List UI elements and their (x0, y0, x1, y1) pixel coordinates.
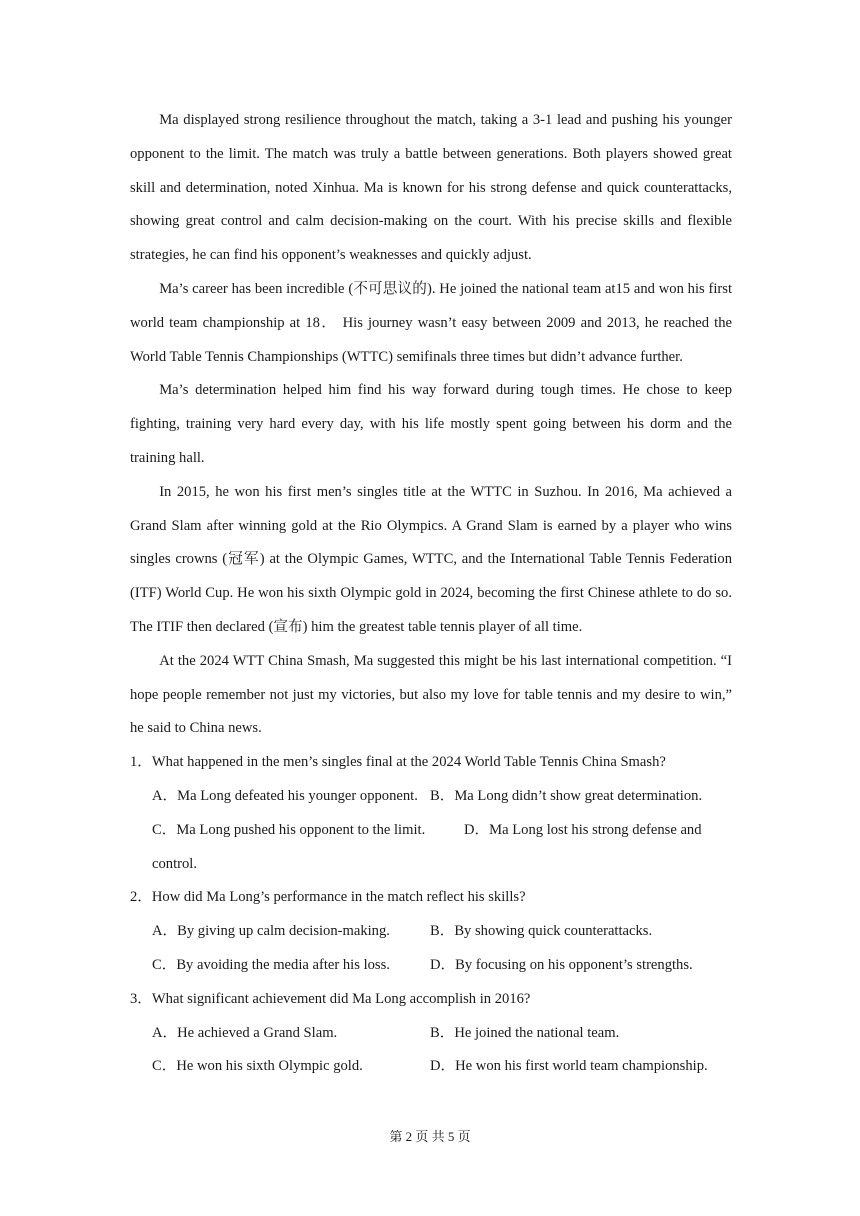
question-2-option-a: A．By giving up calm decision-making. (152, 923, 390, 940)
paragraph-5: At the 2024 WTT China Smash, Ma suggested this might be his last international competition. “I hope people remember not just my victories, but also my love for table tennis and my desire to win,” he said to China news. (130, 652, 732, 737)
question-2-option-d: D．By focusing on his opponent’s strengths. (430, 956, 693, 973)
paragraph-1: Ma displayed strong resilience throughout the match, taking a 3-1 lead and pushing his younger opponent to the limit. The match was truly a battle between generations. Both players showed great skill and determination, noted Xinhua. Ma is known for his strong defense and quick counterattacks, showing great control and calm decision-making on the court. With his precise skills and flexible strategies, he can find his opponent’s weaknesses and quickly adjust. (130, 112, 732, 264)
question-1-option-b: B．Ma Long didn’t show great determination. (430, 787, 703, 804)
question-1-option-d-continued: control. (152, 855, 197, 872)
question-1-option-a: A．Ma Long defeated his younger opponent. (152, 787, 418, 804)
page-number-footer: 第 2 页 共 5 页 (389, 1129, 471, 1144)
question-1-stem: 1．What happened in the men’s singles final at the 2024 World Table Tennis China Smash? (130, 754, 666, 771)
question-2 (130, 881, 732, 982)
question-2-option-b: B．By showing quick counterattacks. (430, 923, 653, 940)
question-3-stem: 3．What significant achievement did Ma Long accomplish in 2016? (130, 990, 531, 1007)
paragraph-2: Ma’s career has been incredible (不可思议的). He joined the national team at15 and won his first world team championship at 18． His journey wasn’t easy between 2009 and 2013, he reached the World Table Tennis Championships (WTTC) semifinals three times but didn’t advance further. (130, 280, 732, 365)
paragraph-3: Ma’s determination helped him find his way forward during tough times. He chose to keep fighting, training very hard every day, with his life mostly spent going between his dorm and the training hall. (130, 382, 732, 466)
question-3-option-a: A．He achieved a Grand Slam. (152, 1024, 338, 1041)
question-2-stem: 2．How did Ma Long’s performance in the match reflect his skills? (130, 889, 526, 906)
question-3-option-b: B．He joined the national team. (430, 1024, 620, 1041)
paragraph-4: In 2015, he won his first men’s singles title at the WTTC in Suzhou. In 2016, Ma achieved a Grand Slam after winning gold at the Rio Olympics. A Grand Slam is earned by a player who wins singles crowns (冠军) at the Olympic Games, WTTC, and the International Table Tennis Federation (ITF) World Cup. He won his sixth Olympic gold in 2024, becoming the first Chinese athlete to do so. The ITIF then declared (宣布) him the greatest table tennis player of all time. (130, 483, 732, 635)
question-1-option-d: D．Ma Long lost his strong defense and (464, 821, 702, 838)
question-1-options (130, 780, 732, 881)
question-3-options (130, 1017, 732, 1085)
question-2-option-c: C．By avoiding the media after his loss. (152, 956, 390, 973)
question-3 (130, 983, 732, 1084)
question-3-option-c: C．He won his sixth Olympic gold. (152, 1058, 363, 1075)
question-2-options (130, 915, 732, 983)
question-3-option-d: D．He won his first world team championship. (430, 1058, 708, 1075)
question-1-option-c: C．Ma Long pushed his opponent to the limit. (152, 821, 426, 838)
document-body (130, 104, 732, 1084)
question-1 (130, 746, 732, 881)
